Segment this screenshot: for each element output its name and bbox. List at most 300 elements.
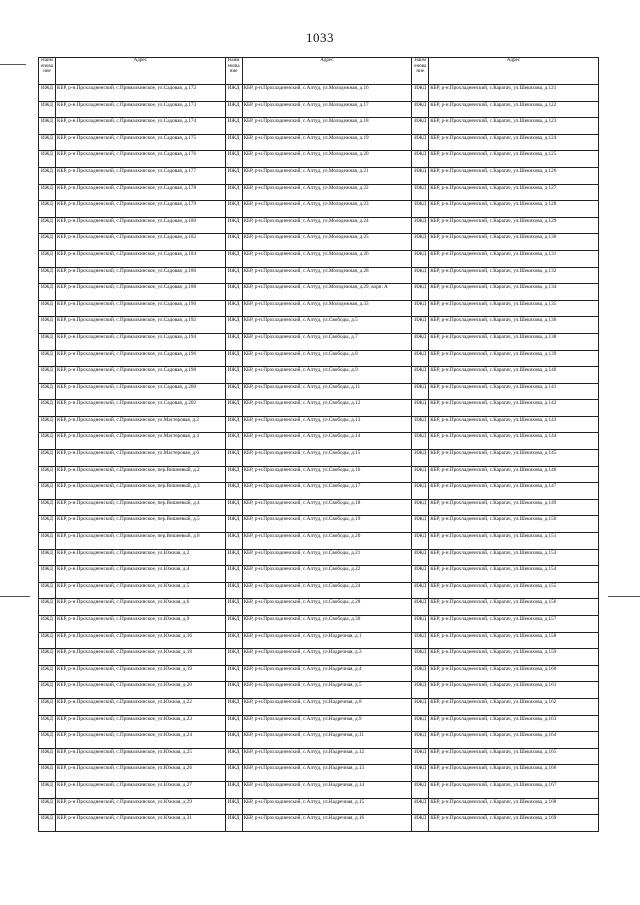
table-row — [39, 350, 599, 367]
object-type-cell: ИЖД — [225, 101, 242, 118]
address-cell: КБР, р-н.Прохладненский, с.Алтуд, ул.Молодежная, д.17 — [242, 101, 412, 118]
address-cell: КБР, р-н.Прохладненский, с.Алтуд, ул.Молодежная, д.29, корп. А — [242, 284, 412, 301]
address-cell: КБР, р-н.Прохладненский, с.Прималкинское, ул.Садовая, д.182 — [56, 234, 226, 251]
address-cell: КБР, р-н.Прохладненский, с.Карагач, ул.Шекихова, д.125 — [429, 151, 599, 168]
column-header-type: Наим енова ние — [225, 58, 242, 85]
object-type-cell: ИЖД — [225, 566, 242, 583]
object-type-cell: ИЖД — [225, 815, 242, 832]
table-row — [39, 499, 599, 516]
table-row — [39, 134, 599, 151]
object-type-cell: ИЖД — [412, 267, 429, 284]
address-cell: КБР, р-н.Прохладненский, с.Прималкинское, ул.Садовая, д.186 — [56, 267, 226, 284]
address-cell: КБР, р-н.Прохладненский, с.Алтуд, ул.Свободы, д.15 — [242, 450, 412, 467]
address-cell: КБР, р-н.Прохладненский, с.Алтуд, ул.Надречная, д.8 — [242, 698, 412, 715]
margin-mark — [0, 64, 26, 65]
address-cell: КБР, р-н.Прохладненский, с.Алтуд, ул.Свободы, д.7 — [242, 333, 412, 350]
object-type-cell: ИЖД — [225, 798, 242, 815]
object-type-cell: ИЖД — [225, 516, 242, 533]
table-row — [39, 715, 599, 732]
address-cell: КБР, р-н.Прохладненский, с.Прималкинское, пер.Вишневый, д.4 — [56, 499, 226, 516]
table-row — [39, 433, 599, 450]
address-cell: КБР, р-н.Прохладненский, с.Карагач, ул.Шекихова, д.168 — [429, 798, 599, 815]
object-type-cell: ИЖД — [412, 566, 429, 583]
address-cell: КБР, р-н.Прохладненский, с.Прималкинское, ул.Садовая, д.180 — [56, 217, 226, 234]
address-cell: КБР, р-н.Прохладненский, с.Карагач, ул.Шекихова, д.126 — [429, 167, 599, 184]
object-type-cell: ИЖД — [39, 350, 56, 367]
address-cell: КБР, р-н.Прохладненский, с.Алтуд, ул.Молодежная, д.20 — [242, 151, 412, 168]
address-cell: КБР, р-н.Прохладненский, с.Карагач, ул.Шекихова, д.139 — [429, 350, 599, 367]
address-cell: КБР, р-н.Прохладненский, с.Прималкинское, ул.Садовая, д.192 — [56, 317, 226, 334]
table-row — [39, 781, 599, 798]
object-type-cell: ИЖД — [39, 151, 56, 168]
address-cell: КБР, р-н.Прохладненский, с.Алтуд, ул.Молодежная, д.21 — [242, 167, 412, 184]
address-cell: КБР, р-н.Прохладненский, с.Алтуд, ул.Свободы, д.24 — [242, 582, 412, 599]
address-cell: КБР, р-н.Прохладненский, с.Прималкинское, ул.Южная, д.27 — [56, 781, 226, 798]
object-type-cell: ИЖД — [225, 499, 242, 516]
address-cell: КБР, р-н.Прохладненский, с.Карагач, ул.Шекихова, д.159 — [429, 649, 599, 666]
table-row — [39, 317, 599, 334]
address-cell: КБР, р-н.Прохладненский, с.Прималкинское, ул.Южная, д.18 — [56, 649, 226, 666]
table-row — [39, 234, 599, 251]
address-cell: КБР, р-н.Прохладненский, с.Карагач, ул.Шекихова, д.122 — [429, 101, 599, 118]
object-type-cell: ИЖД — [412, 333, 429, 350]
object-type-cell: ИЖД — [39, 184, 56, 201]
object-type-cell: ИЖД — [39, 483, 56, 500]
object-type-cell: ИЖД — [412, 383, 429, 400]
address-cell: КБР, р-н.Прохладненский, с.Карагач, ул.Шекихова, д.160 — [429, 665, 599, 682]
address-cell: КБР, р-н.Прохладненский, с.Карагач, ул.Шекихова, д.141 — [429, 383, 599, 400]
table-row — [39, 566, 599, 583]
address-cell: КБР, р-н.Прохладненский, с.Карагач, ул.Шекихова, д.153 — [429, 549, 599, 566]
address-cell: КБР, р-н.Прохладненский, с.Карагач, ул.Шекихова, д.128 — [429, 201, 599, 218]
object-type-cell: ИЖД — [225, 184, 242, 201]
address-cell: КБР, р-н.Прохладненский, с.Карагач, ул.Шекихова, д.151 — [429, 533, 599, 550]
table-row — [39, 85, 599, 102]
address-cell: КБР, р-н.Прохладненский, с.Карагач, ул.Шекихова, д.164 — [429, 732, 599, 749]
address-cell: КБР, р-н.Прохладненский, с.Прималкинское, ул.Южная, д.6 — [56, 599, 226, 616]
address-cell: КБР, р-н.Прохладненский, с.Карагач, ул.Шекихова, д.155 — [429, 582, 599, 599]
object-type-cell: ИЖД — [225, 765, 242, 782]
table-row — [39, 250, 599, 267]
address-cell: КБР, р-н.Прохладненский, с.Алтуд, ул.Надречная, д.13 — [242, 765, 412, 782]
object-type-cell: ИЖД — [39, 134, 56, 151]
address-cell: КБР, р-н.Прохладненский, с.Алтуд, ул.Молодежная, д.23 — [242, 201, 412, 218]
object-type-cell: ИЖД — [412, 317, 429, 334]
object-type-cell: ИЖД — [39, 201, 56, 218]
object-type-cell: ИЖД — [39, 267, 56, 284]
object-type-cell: ИЖД — [225, 367, 242, 384]
address-cell: КБР, р-н.Прохладненский, с.Алтуд, ул.Молодежная, д.19 — [242, 134, 412, 151]
address-cell: КБР, р-н.Прохладненский, с.Карагач, ул.Шекихова, д.135 — [429, 300, 599, 317]
address-cell: КБР, р-н.Прохладненский, с.Прималкинское, ул.Садовая, д.179 — [56, 201, 226, 218]
object-type-cell: ИЖД — [225, 167, 242, 184]
table-row — [39, 748, 599, 765]
object-type-cell: ИЖД — [412, 483, 429, 500]
object-type-cell: ИЖД — [412, 798, 429, 815]
address-cell: КБР, р-н.Прохладненский, с.Прималкинское, ул.Южная, д.22 — [56, 698, 226, 715]
table-row — [39, 167, 599, 184]
address-cell: КБР, р-н.Прохладненский, с.Карагач, ул.Шекихова, д.121 — [429, 85, 599, 102]
address-cell: КБР, р-н.Прохладненский, с.Прималкинское, ул.Садовая, д.188 — [56, 284, 226, 301]
table-row — [39, 267, 599, 284]
address-cell: КБР, р-н.Прохладненский, с.Карагач, ул.Шекихова, д.167 — [429, 781, 599, 798]
address-cell: КБР, р-н.Прохладненский, с.Алтуд, ул.Надречная, д.11 — [242, 732, 412, 749]
object-type-cell: ИЖД — [39, 632, 56, 649]
table-row — [39, 649, 599, 666]
address-cell: КБР, р-н.Прохладненский, с.Карагач, ул.Шекихова, д.157 — [429, 616, 599, 633]
address-cell: КБР, р-н.Прохладненский, с.Прималкинское, ул.Южная, д.20 — [56, 682, 226, 699]
address-cell: КБР, р-н.Прохладненский, с.Алтуд, ул.Свободы, д.11 — [242, 383, 412, 400]
address-cell: КБР, р-н.Прохладненский, с.Прималкинское, ул.Садовая, д.173 — [56, 101, 226, 118]
object-type-cell: ИЖД — [412, 134, 429, 151]
object-type-cell: ИЖД — [39, 383, 56, 400]
address-cell: КБР, р-н.Прохладненский, с.Алтуд, ул.Свободы, д.17 — [242, 483, 412, 500]
table-header-row — [39, 58, 599, 85]
address-cell: КБР, р-н.Прохладненский, с.Прималкинское, ул.Южная, д.26 — [56, 765, 226, 782]
object-type-cell: ИЖД — [39, 250, 56, 267]
object-type-cell: ИЖД — [225, 533, 242, 550]
object-type-cell: ИЖД — [225, 549, 242, 566]
object-type-cell: ИЖД — [412, 367, 429, 384]
object-type-cell: ИЖД — [39, 682, 56, 699]
address-cell: КБР, р-н.Прохладненский, с.Алтуд, ул.Молодежная, д.25 — [242, 234, 412, 251]
address-cell: КБР, р-н.Прохладненский, с.Алтуд, ул.Надречная, д.5 — [242, 682, 412, 699]
address-cell: КБР, р-н.Прохладненский, с.Карагач, ул.Шекихова, д.124 — [429, 134, 599, 151]
object-type-cell: ИЖД — [412, 217, 429, 234]
object-type-cell: ИЖД — [412, 499, 429, 516]
object-type-cell: ИЖД — [225, 151, 242, 168]
table-row — [39, 383, 599, 400]
object-type-cell: ИЖД — [39, 665, 56, 682]
address-cell: КБР, р-н.Прохладненский, с.Алтуд, ул.Надречная, д.15 — [242, 798, 412, 815]
object-type-cell: ИЖД — [225, 582, 242, 599]
table-row — [39, 184, 599, 201]
object-type-cell: ИЖД — [39, 400, 56, 417]
column-header-address: Адрес — [56, 58, 226, 85]
address-cell: КБР, р-н.Прохладненский, с.Карагач, ул.Шекихова, д.145 — [429, 450, 599, 467]
address-cell: КБР, р-н.Прохладненский, с.Прималкинское, ул.Садовая, д.196 — [56, 350, 226, 367]
object-type-cell: ИЖД — [225, 217, 242, 234]
address-cell: КБР, р-н.Прохладненский, с.Прималкинское, ул.Садовая, д.175 — [56, 134, 226, 151]
object-type-cell: ИЖД — [39, 367, 56, 384]
object-type-cell: ИЖД — [225, 284, 242, 301]
object-type-cell: ИЖД — [225, 201, 242, 218]
address-cell: КБР, р-н.Прохладненский, с.Алтуд, ул.Свободы, д.13 — [242, 416, 412, 433]
address-cell: КБР, р-н.Прохладненский, с.Прималкинское, ул.Южная, д.2 — [56, 549, 226, 566]
address-cell: КБР, р-н.Прохладненский, с.Прималкинское, ул.Садовая, д.194 — [56, 333, 226, 350]
table-row — [39, 682, 599, 699]
address-cell: КБР, р-н.Прохладненский, с.Алтуд, ул.Молодежная, д.22 — [242, 184, 412, 201]
object-type-cell: ИЖД — [225, 267, 242, 284]
object-type-cell: ИЖД — [39, 300, 56, 317]
object-type-cell: ИЖД — [39, 698, 56, 715]
address-cell: КБР, р-н.Прохладненский, с.Алтуд, ул.Свободы, д.28 — [242, 599, 412, 616]
object-type-cell: ИЖД — [225, 416, 242, 433]
address-cell: КБР, р-н.Прохладненский, с.Прималкинское, ул.Мастеровая, д.2 — [56, 416, 226, 433]
object-type-cell: ИЖД — [412, 632, 429, 649]
table-row — [39, 765, 599, 782]
table-row — [39, 798, 599, 815]
object-type-cell: ИЖД — [39, 118, 56, 135]
table-row — [39, 582, 599, 599]
object-type-cell: ИЖД — [225, 665, 242, 682]
object-type-cell: ИЖД — [39, 101, 56, 118]
object-type-cell: ИЖД — [412, 118, 429, 135]
object-type-cell: ИЖД — [225, 350, 242, 367]
address-table — [38, 57, 599, 832]
object-type-cell: ИЖД — [412, 284, 429, 301]
address-cell: КБР, р-н.Прохладненский, с.Алтуд, ул.Молодежная, д.28 — [242, 267, 412, 284]
table-row — [39, 284, 599, 301]
object-type-cell: ИЖД — [39, 732, 56, 749]
object-type-cell: ИЖД — [225, 616, 242, 633]
object-type-cell: ИЖД — [412, 682, 429, 699]
address-cell: КБР, р-н.Прохладненский, с.Прималкинское, ул.Садовая, д.190 — [56, 300, 226, 317]
table-row — [39, 549, 599, 566]
address-cell: КБР, р-н.Прохладненский, с.Прималкинское, ул.Садовая, д.202 — [56, 400, 226, 417]
address-cell: КБР, р-н.Прохладненский, с.Алтуд, ул.Свободы, д.12 — [242, 400, 412, 417]
object-type-cell: ИЖД — [412, 533, 429, 550]
address-cell: КБР, р-н.Прохладненский, с.Прималкинское, ул.Южная, д.29 — [56, 798, 226, 815]
address-cell: КБР, р-н.Прохладненский, с.Прималкинское, ул.Садовая, д.178 — [56, 184, 226, 201]
table-row — [39, 400, 599, 417]
object-type-cell: ИЖД — [412, 698, 429, 715]
object-type-cell: ИЖД — [39, 566, 56, 583]
object-type-cell: ИЖД — [412, 466, 429, 483]
address-cell: КБР, р-н.Прохладненский, с.Алтуд, ул.Надречная, д.3 — [242, 649, 412, 666]
address-cell: КБР, р-н.Прохладненский, с.Карагач, ул.Шекихова, д.129 — [429, 217, 599, 234]
object-type-cell: ИЖД — [39, 284, 56, 301]
address-cell: КБР, р-н.Прохладненский, с.Карагач, ул.Шекихова, д.143 — [429, 416, 599, 433]
address-cell: КБР, р-н.Прохладненский, с.Карагач, ул.Шекихова, д.156 — [429, 599, 599, 616]
address-cell: КБР, р-н.Прохладненский, с.Прималкинское, ул.Южная, д.9 — [56, 616, 226, 633]
column-header-type: Наим енова ние — [39, 58, 56, 85]
address-cell: КБР, р-н.Прохладненский, с.Карагач, ул.Шекихова, д.142 — [429, 400, 599, 417]
object-type-cell: ИЖД — [225, 433, 242, 450]
address-cell: КБР, р-н.Прохладненский, с.Прималкинское, ул.Южная, д.25 — [56, 748, 226, 765]
table-row — [39, 367, 599, 384]
table-row — [39, 483, 599, 500]
object-type-cell: ИЖД — [225, 632, 242, 649]
object-type-cell: ИЖД — [412, 350, 429, 367]
address-cell: КБР, р-н.Прохладненский, с.Алтуд, ул.Надречная, д.4 — [242, 665, 412, 682]
object-type-cell: ИЖД — [39, 416, 56, 433]
address-cell: КБР, р-н.Прохладненский, с.Алтуд, ул.Свободы, д.16 — [242, 466, 412, 483]
address-cell: КБР, р-н.Прохладненский, с.Алтуд, ул.Молодежная, д.26 — [242, 250, 412, 267]
address-cell: КБР, р-н.Прохладненский, с.Алтуд, ул.Свободы, д.21 — [242, 549, 412, 566]
address-cell: КБР, р-н.Прохладненский, с.Прималкинское, пер.Вишневый, д.5 — [56, 516, 226, 533]
address-cell: КБР, р-н.Прохладненский, с.Прималкинское, ул.Садовая, д.176 — [56, 151, 226, 168]
object-type-cell: ИЖД — [39, 616, 56, 633]
address-cell: КБР, р-н.Прохладненский, с.Прималкинское, ул.Южная, д.5 — [56, 582, 226, 599]
object-type-cell: ИЖД — [412, 582, 429, 599]
address-cell: КБР, р-н.Прохладненский, с.Карагач, ул.Шекихова, д.162 — [429, 698, 599, 715]
address-cell: КБР, р-н.Прохладненский, с.Карагач, ул.Шекихова, д.166 — [429, 765, 599, 782]
object-type-cell: ИЖД — [225, 649, 242, 666]
object-type-cell: ИЖД — [412, 416, 429, 433]
address-cell: КБР, р-н.Прохладненский, с.Алтуд, ул.Свободы, д.30 — [242, 616, 412, 633]
address-cell: КБР, р-н.Прохладненский, с.Прималкинское, ул.Садовая, д.198 — [56, 367, 226, 384]
address-cell: КБР, р-н.Прохладненский, с.Карагач, ул.Шекихова, д.136 — [429, 317, 599, 334]
address-cell: КБР, р-н.Прохладненский, с.Карагач, ул.Шекихова, д.144 — [429, 433, 599, 450]
object-type-cell: ИЖД — [412, 201, 429, 218]
address-cell: КБР, р-н.Прохладненский, с.Алтуд, ул.Надречная, д.12 — [242, 748, 412, 765]
object-type-cell: ИЖД — [412, 765, 429, 782]
object-type-cell: ИЖД — [39, 798, 56, 815]
object-type-cell: ИЖД — [225, 300, 242, 317]
address-cell: КБР, р-н.Прохладненский, с.Алтуд, ул.Свободы, д.18 — [242, 499, 412, 516]
object-type-cell: ИЖД — [412, 599, 429, 616]
address-cell: КБР, р-н.Прохладненский, с.Карагач, ул.Шекихова, д.123 — [429, 118, 599, 135]
object-type-cell: ИЖД — [412, 85, 429, 102]
address-cell: КБР, р-н.Прохладненский, с.Карагач, ул.Шекихова, д.158 — [429, 632, 599, 649]
table-row — [39, 599, 599, 616]
table-row — [39, 632, 599, 649]
object-type-cell: ИЖД — [39, 815, 56, 832]
object-type-cell: ИЖД — [39, 582, 56, 599]
object-type-cell: ИЖД — [39, 433, 56, 450]
address-cell: КБР, р-н.Прохладненский, с.Прималкинское, пер.Вишневый, д.2 — [56, 466, 226, 483]
margin-mark — [0, 596, 30, 597]
table-row — [39, 416, 599, 433]
object-type-cell: ИЖД — [39, 333, 56, 350]
object-type-cell: ИЖД — [225, 333, 242, 350]
address-cell: КБР, р-н.Прохладненский, с.Карагач, ул.Шекихова, д.131 — [429, 250, 599, 267]
address-cell: КБР, р-н.Прохладненский, с.Карагач, ул.Шекихова, д.127 — [429, 184, 599, 201]
object-type-cell: ИЖД — [412, 516, 429, 533]
object-type-cell: ИЖД — [225, 682, 242, 699]
object-type-cell: ИЖД — [39, 549, 56, 566]
object-type-cell: ИЖД — [412, 732, 429, 749]
address-cell: КБР, р-н.Прохладненский, с.Карагач, ул.Шекихова, д.146 — [429, 466, 599, 483]
object-type-cell: ИЖД — [225, 715, 242, 732]
address-cell: КБР, р-н.Прохладненский, с.Прималкинское, ул.Мастеровая, д.6 — [56, 450, 226, 467]
object-type-cell: ИЖД — [225, 118, 242, 135]
object-type-cell: ИЖД — [225, 234, 242, 251]
object-type-cell: ИЖД — [39, 317, 56, 334]
object-type-cell: ИЖД — [412, 234, 429, 251]
object-type-cell: ИЖД — [225, 599, 242, 616]
object-type-cell: ИЖД — [412, 649, 429, 666]
address-cell: КБР, р-н.Прохладненский, с.Прималкинское, ул.Садовая, д.200 — [56, 383, 226, 400]
object-type-cell: ИЖД — [39, 217, 56, 234]
address-cell: КБР, р-н.Прохладненский, с.Прималкинское, ул.Южная, д.16 — [56, 632, 226, 649]
object-type-cell: ИЖД — [412, 184, 429, 201]
address-cell: КБР, р-н.Прохладненский, с.Алтуд, ул.Надречная, д.1 — [242, 632, 412, 649]
object-type-cell: ИЖД — [225, 698, 242, 715]
address-cell: КБР, р-н.Прохладненский, с.Алтуд, ул.Надречная, д.16 — [242, 815, 412, 832]
address-cell: КБР, р-н.Прохладненский, с.Карагач, ул.Шекихова, д.130 — [429, 234, 599, 251]
address-cell: КБР, р-н.Прохладненский, с.Алтуд, ул.Молодежная, д.16 — [242, 85, 412, 102]
address-cell: КБР, р-н.Прохладненский, с.Алтуд, ул.Свободы, д.5 — [242, 317, 412, 334]
object-type-cell: ИЖД — [39, 715, 56, 732]
table-body — [39, 85, 599, 832]
object-type-cell: ИЖД — [412, 815, 429, 832]
table-row — [39, 732, 599, 749]
address-cell: КБР, р-н.Прохладненский, с.Карагач, ул.Шекихова, д.165 — [429, 748, 599, 765]
object-type-cell: ИЖД — [412, 167, 429, 184]
object-type-cell: ИЖД — [412, 151, 429, 168]
address-cell: КБР, р-н.Прохладненский, с.Прималкинское, ул.Южная, д.23 — [56, 715, 226, 732]
object-type-cell: ИЖД — [412, 549, 429, 566]
table-row — [39, 217, 599, 234]
object-type-cell: ИЖД — [39, 781, 56, 798]
object-type-cell: ИЖД — [412, 433, 429, 450]
object-type-cell: ИЖД — [39, 748, 56, 765]
address-cell: КБР, р-н.Прохладненский, с.Прималкинское, ул.Садовая, д.177 — [56, 167, 226, 184]
object-type-cell: ИЖД — [225, 400, 242, 417]
page-number: 1033 — [306, 30, 334, 45]
margin-mark — [608, 596, 640, 597]
object-type-cell: ИЖД — [412, 400, 429, 417]
object-type-cell: ИЖД — [39, 516, 56, 533]
object-type-cell: ИЖД — [225, 134, 242, 151]
table-row — [39, 533, 599, 550]
table-row — [39, 201, 599, 218]
address-cell: КБР, р-н.Прохладненский, с.Алтуд, ул.Молодежная, д.24 — [242, 217, 412, 234]
table-row — [39, 333, 599, 350]
object-type-cell: ИЖД — [39, 499, 56, 516]
address-cell: КБР, р-н.Прохладненский, с.Прималкинское, ул.Садовая, д.172 — [56, 85, 226, 102]
object-type-cell: ИЖД — [225, 383, 242, 400]
object-type-cell: ИЖД — [412, 781, 429, 798]
object-type-cell: ИЖД — [225, 317, 242, 334]
address-cell: КБР, р-н.Прохладненский, с.Алтуд, ул.Свободы, д.14 — [242, 433, 412, 450]
table-row — [39, 665, 599, 682]
address-cell: КБР, р-н.Прохладненский, с.Карагач, ул.Шекихова, д.140 — [429, 367, 599, 384]
table-row — [39, 698, 599, 715]
address-cell: КБР, р-н.Прохладненский, с.Алтуд, ул.Надречная, д.14 — [242, 781, 412, 798]
object-type-cell: ИЖД — [225, 781, 242, 798]
object-type-cell: ИЖД — [225, 466, 242, 483]
address-cell: КБР, р-н.Прохладненский, с.Карагач, ул.Шекихова, д.154 — [429, 566, 599, 583]
object-type-cell: ИЖД — [39, 533, 56, 550]
address-cell: КБР, р-н.Прохладненский, с.Карагач, ул.Шекихова, д.161 — [429, 682, 599, 699]
object-type-cell: ИЖД — [225, 250, 242, 267]
object-type-cell: ИЖД — [39, 450, 56, 467]
address-cell: КБР, р-н.Прохладненский, с.Алтуд, ул.Свободы, д.19 — [242, 516, 412, 533]
object-type-cell: ИЖД — [412, 748, 429, 765]
table-row — [39, 616, 599, 633]
address-cell: КБР, р-н.Прохладненский, с.Алтуд, ул.Надречная, д.9 — [242, 715, 412, 732]
address-cell: КБР, р-н.Прохладненский, с.Карагач, ул.Шекихова, д.163 — [429, 715, 599, 732]
column-header-type: Наим енова ние — [412, 58, 429, 85]
address-cell: КБР, р-н.Прохладненский, с.Прималкинское, ул.Садовая, д.174 — [56, 118, 226, 135]
object-type-cell: ИЖД — [39, 599, 56, 616]
table-row — [39, 815, 599, 832]
address-cell: КБР, р-н.Прохладненский, с.Алтуд, ул.Молодежная, д.18 — [242, 118, 412, 135]
table-row — [39, 101, 599, 118]
object-type-cell: ИЖД — [225, 85, 242, 102]
table-row — [39, 300, 599, 317]
object-type-cell: ИЖД — [225, 748, 242, 765]
column-header-address: Адрес — [429, 58, 599, 85]
address-cell: КБР, р-н.Прохладненский, с.Алтуд, ул.Свободы, д.20 — [242, 533, 412, 550]
address-cell: КБР, р-н.Прохладненский, с.Прималкинское, ул.Южная, д.31 — [56, 815, 226, 832]
object-type-cell: ИЖД — [412, 616, 429, 633]
table-row — [39, 151, 599, 168]
object-type-cell: ИЖД — [39, 649, 56, 666]
address-cell: КБР, р-н.Прохладненский, с.Прималкинское, ул.Мастеровая, д.4 — [56, 433, 226, 450]
address-cell: КБР, р-н.Прохладненский, с.Прималкинское, ул.Южная, д.24 — [56, 732, 226, 749]
address-cell: КБР, р-н.Прохладненский, с.Карагач, ул.Шекихова, д.132 — [429, 267, 599, 284]
object-type-cell: ИЖД — [412, 300, 429, 317]
object-type-cell: ИЖД — [225, 450, 242, 467]
address-cell: КБР, р-н.Прохладненский, с.Прималкинское, пер.Вишневый, д.8 — [56, 533, 226, 550]
object-type-cell: ИЖД — [412, 665, 429, 682]
object-type-cell: ИЖД — [225, 732, 242, 749]
object-type-cell: ИЖД — [39, 466, 56, 483]
